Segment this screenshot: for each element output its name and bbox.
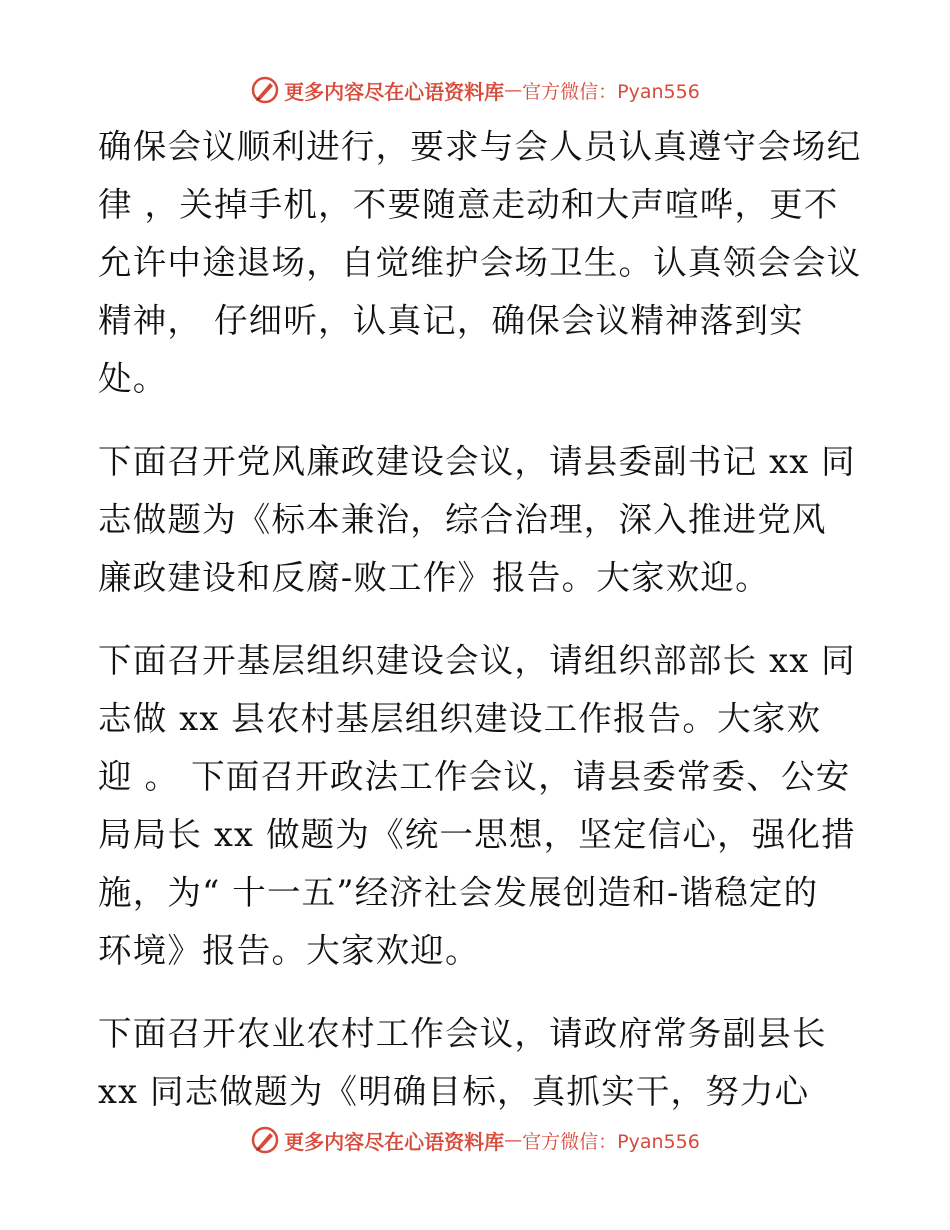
- text-line: 迎 。 下面召开政法工作会议，请县委常委、公安: [98, 757, 851, 796]
- paragraph-4: [98, 1005, 858, 1121]
- watermark-dash: —: [504, 1129, 523, 1151]
- text-line: 律 ，关掉手机，不要随意走动和大声喧哗，更不: [98, 185, 839, 224]
- watermark-footer: [0, 1120, 950, 1160]
- text-line: 精神， 仔细听，认真记，确保会议精神落到实: [98, 301, 804, 340]
- text-line: 环境》报告。大家欢迎。: [98, 931, 480, 970]
- text-line: 下面召开党风廉政建设会议，请县委副书记 xx 同: [98, 442, 856, 481]
- watermark-wechat: 官方微信：Pyan556: [522, 80, 700, 103]
- text-line: 确保会议顺利进行，要求与会人员认真遵守会场纪: [98, 127, 862, 166]
- text-line: 允许中途退场，自觉维护会场卫生。认真领会会议: [98, 243, 862, 282]
- watermark-brand: 更多内容尽在心语资料库: [284, 1129, 505, 1154]
- text-line: 廉政建设和反腐-败工作》报告。大家欢迎。: [98, 558, 770, 597]
- brand-logo-icon: [250, 1125, 280, 1155]
- text-line: 志做 xx 县农村基层组织建设工作报告。大家欢: [98, 699, 822, 738]
- text-line: 下面召开基层组织建设会议，请组织部部长 xx 同: [98, 641, 856, 680]
- paragraph-2: [98, 433, 858, 607]
- watermark-wechat: 官方微信：Pyan556: [522, 1130, 700, 1153]
- text-line: 志做题为《标本兼治，综合治理，深入推进党风: [98, 500, 827, 539]
- watermark-brand: 更多内容尽在心语资料库: [284, 79, 505, 104]
- text-line: 处。: [98, 359, 168, 398]
- text-line: xx 同志做题为《明确目标，真抓实干，努力心: [98, 1072, 810, 1111]
- watermark-header: [0, 70, 950, 110]
- paragraph-1: [98, 118, 862, 408]
- watermark-dash: —: [504, 79, 523, 101]
- brand-logo-icon: [250, 75, 280, 105]
- text-line: 局局长 xx 做题为《统一思想，坚定信心，强化措: [98, 815, 856, 854]
- paragraph-3: [98, 632, 858, 980]
- document-body: [98, 118, 862, 1121]
- text-line: 下面召开农业农村工作会议，请政府常务副县长: [98, 1014, 827, 1053]
- text-line: 施，为“ 十一五”经济社会发展创造和-谐稳定的: [98, 873, 819, 912]
